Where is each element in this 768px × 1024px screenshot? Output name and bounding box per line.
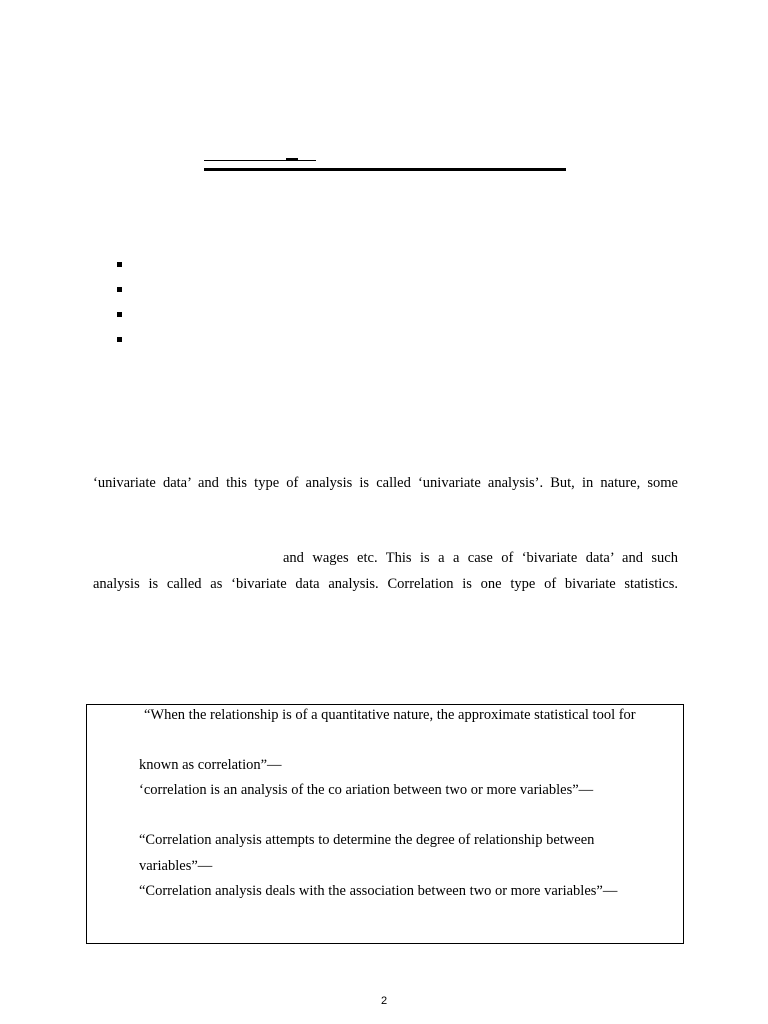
heading-underline-dash: [286, 158, 298, 160]
quote-1-line-2: known as correlation”—: [139, 757, 282, 773]
paragraph-line-bivariate: analysis is called as ‘bivariate data analysis. Correlation is one type of bivariate statistics.: [93, 576, 678, 592]
quote-3-line-1: “Correlation analysis attempts to determine the degree of relationship between: [139, 832, 595, 848]
quote-1-line-1: “When the relationship is of a quantitative nature, the approximate statistical tool for: [144, 707, 636, 723]
quote-2: ‘correlation is an analysis of the co ariation between two or more variables”—: [139, 782, 594, 798]
bullet-marker: [117, 312, 122, 317]
bullet-marker: [117, 287, 122, 292]
bullet-marker: [117, 262, 122, 267]
bullet-marker: [117, 337, 122, 342]
paragraph-line-univariate: ‘univariate data’ and this type of analysis is called ‘univariate analysis’. But, in nature, some: [93, 475, 678, 491]
heading-underline-thick: [204, 168, 566, 171]
quote-4: “Correlation analysis deals with the association between two or more variables”—: [139, 883, 618, 899]
page-number: 2: [380, 995, 388, 1007]
heading-underline-thin: [204, 160, 316, 161]
paragraph-line-wages: and wages etc. This is a a case of ‘bivariate data’ and such: [283, 550, 678, 566]
definitions-box: [86, 704, 684, 944]
quote-3-line-2: variables”—: [139, 858, 213, 874]
